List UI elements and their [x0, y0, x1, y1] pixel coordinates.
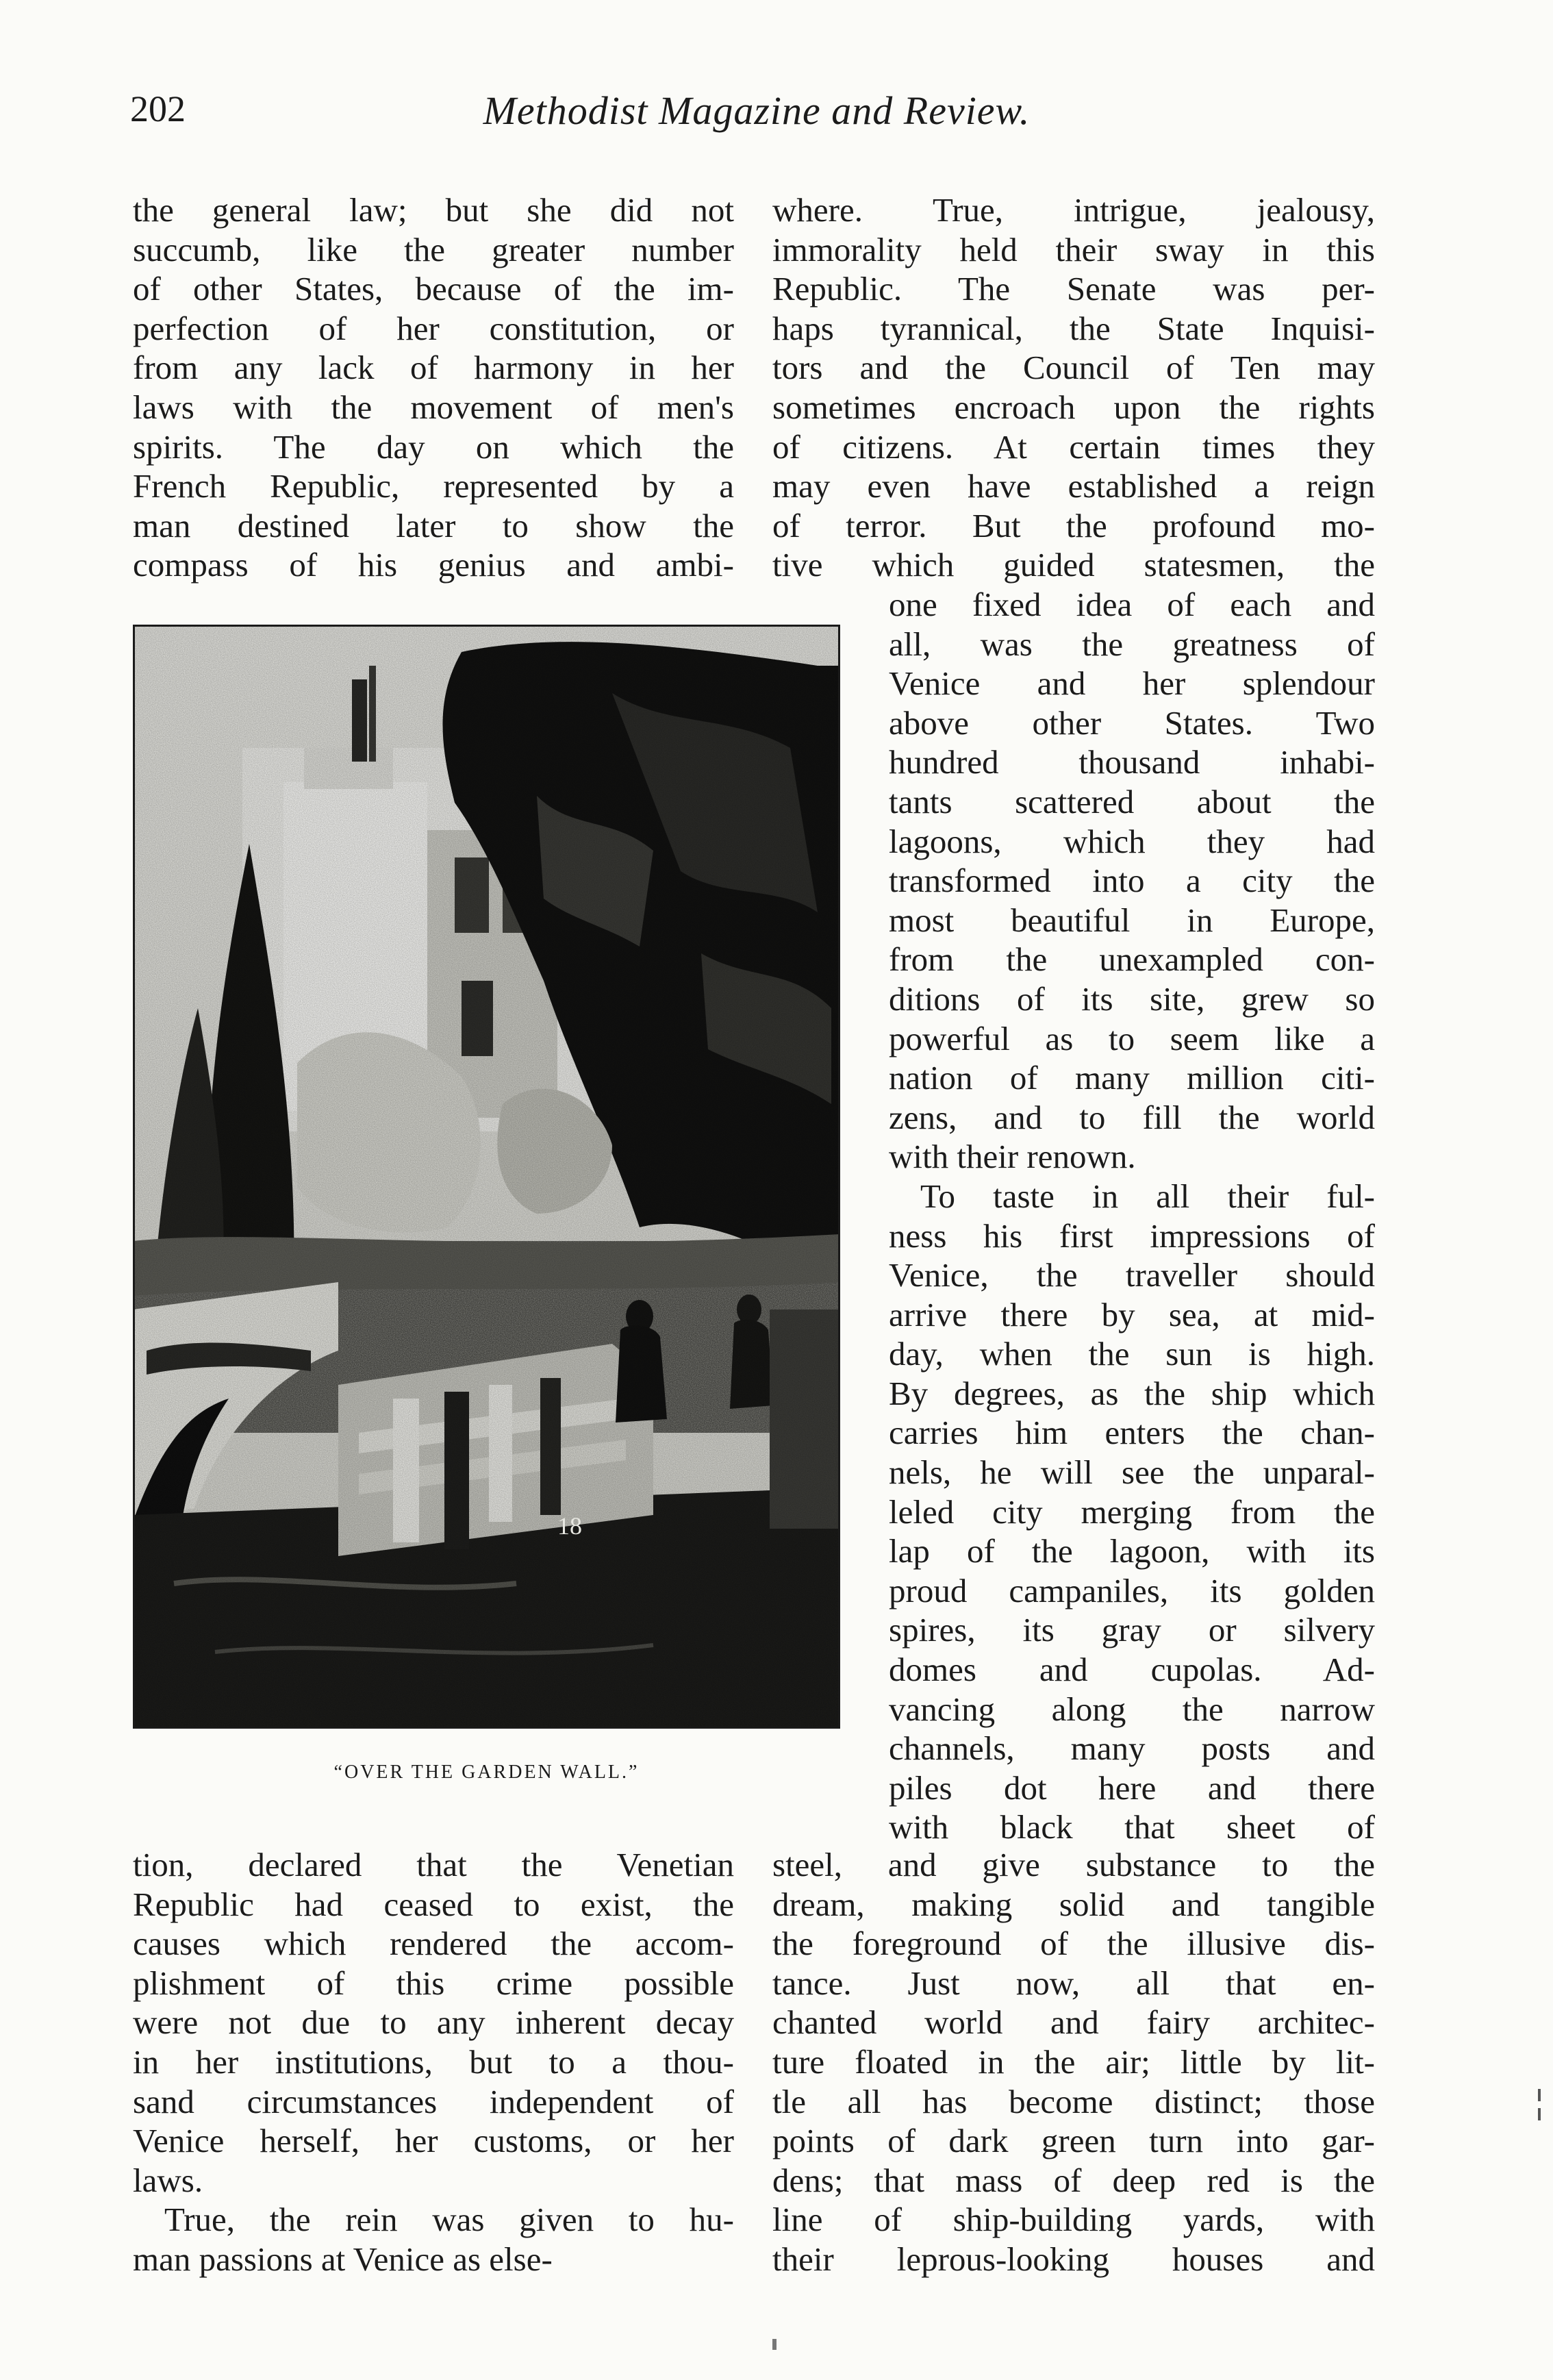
text-line: line of ship-building yards, with — [772, 2201, 1375, 2239]
text-line: with their renown. — [889, 1138, 1136, 1176]
text-line: ditions of its site, grew so — [889, 979, 1375, 1018]
text-line: one fixed idea of each and — [889, 586, 1375, 623]
text-line: lagoons, which they had — [889, 822, 1375, 860]
text-line: French Republic, represented by a — [133, 467, 734, 505]
text-line: tance. Just now, all that en- — [772, 1964, 1375, 2002]
text-line: man destined later to show the — [133, 506, 734, 544]
page-number: 202 — [130, 88, 186, 129]
margin-marks — [1538, 2089, 1541, 2130]
text-line: chanted world and fairy architec- — [772, 2003, 1375, 2042]
text-line: causes which rendered the accom- — [133, 1925, 734, 1963]
text-line: nation of many million citi- — [889, 1059, 1375, 1097]
text-line: spirits. The day on which the — [133, 427, 734, 466]
text-line: succumb, like the greater number — [133, 230, 734, 268]
text-line: lap of the lagoon, with its — [889, 1532, 1375, 1570]
text-line: proud campaniles, its golden — [889, 1571, 1375, 1609]
text-line: piles dot here and there — [889, 1768, 1375, 1807]
left-column-bottom — [133, 1845, 734, 2279]
text-line: By degrees, as the ship which — [889, 1374, 1375, 1412]
text-line: vancing along the narrow — [889, 1690, 1375, 1728]
text-line: steel, and give substance to the — [772, 1846, 1375, 1883]
text-line: from the unexampled con- — [889, 940, 1375, 979]
garden-wall-photo — [133, 625, 840, 1729]
text-line: tive which guided statesmen, the — [772, 546, 1375, 584]
text-line: where. True, intrigue, jealousy, — [772, 191, 1375, 229]
text-line: sometimes encroach upon the rights — [772, 388, 1375, 426]
text-line: may even have established a reign — [772, 467, 1375, 505]
text-line: day, when the sun is high. — [889, 1335, 1375, 1373]
text-line: Venice herself, her customs, or her — [133, 2122, 734, 2160]
text-line: To taste in all their ful- — [920, 1177, 1375, 1215]
text-line: laws. — [133, 2161, 203, 2199]
text-line: of terror. But the profound mo- — [772, 506, 1375, 544]
right-column-bottom — [772, 1845, 1375, 2279]
text-line: carries him enters the chan- — [889, 1414, 1375, 1452]
text-line: immorality held their sway in this — [772, 230, 1375, 268]
text-line: domes and cupolas. Ad- — [889, 1651, 1375, 1689]
text-line: from any lack of harmony in her — [133, 349, 734, 387]
text-line: True, the rein was given to hu- — [164, 2201, 734, 2239]
text-line: with black that sheet of — [889, 1808, 1375, 1846]
text-line: Republic. The Senate was per- — [772, 270, 1375, 308]
text-line: Venice and her splendour — [889, 664, 1375, 703]
text-line: of other States, because of the im- — [133, 270, 734, 308]
text-line: compass of his genius and ambi- — [133, 546, 734, 584]
text-line: haps tyrannical, the State Inquisi- — [772, 309, 1375, 347]
text-line: channels, many posts and — [889, 1729, 1375, 1768]
text-line: ness his first impressions of — [889, 1216, 1375, 1255]
text-line: nels, he will see the unparal- — [889, 1453, 1375, 1492]
page-footer-mark — [772, 2339, 776, 2350]
text-line: arrive there by sea, at mid- — [889, 1295, 1375, 1333]
page-header — [130, 88, 1383, 142]
figure — [133, 625, 840, 1729]
right-column-narrow — [889, 585, 1375, 1847]
text-line: perfection of her constitution, or — [133, 309, 734, 347]
text-line: in her institutions, but to a thou- — [133, 2042, 734, 2081]
right-column-top — [772, 190, 1375, 585]
photo-number: 18 — [557, 1512, 582, 1540]
text-line: man passions at Venice as else- — [133, 2240, 553, 2278]
text-line: zens, and to fill the world — [889, 1098, 1375, 1136]
text-line: were not due to any inherent decay — [133, 2003, 734, 2042]
text-line: hundred thousand inhabi- — [889, 743, 1375, 781]
running-title: Methodist Magazine and Review. — [483, 88, 1031, 133]
text-line: powerful as to seem like a — [889, 1019, 1375, 1057]
text-line: of citizens. At certain times they — [772, 427, 1375, 466]
text-line: dens; that mass of deep red is the — [772, 2161, 1375, 2199]
text-line: spires, its gray or silvery — [889, 1611, 1375, 1649]
text-line: tors and the Council of Ten may — [772, 349, 1375, 387]
text-line: their leprous-looking houses and — [772, 2240, 1375, 2278]
text-line: laws with the movement of men's — [133, 388, 734, 426]
text-line: transformed into a city the — [889, 862, 1375, 900]
text-line: ture floated in the air; little by lit- — [772, 2042, 1375, 2081]
text-line: above other States. Two — [889, 703, 1375, 742]
text-line: most beautiful in Europe, — [889, 901, 1375, 939]
text-line: Venice, the traveller should — [889, 1256, 1375, 1294]
text-line: leled city merging from the — [889, 1492, 1375, 1531]
text-line: the foreground of the illusive dis- — [772, 1925, 1375, 1963]
text-line: tion, declared that the Venetian — [133, 1846, 734, 1883]
figure-caption: “OVER THE GARDEN WALL.” — [333, 1762, 640, 1783]
left-column-top — [133, 190, 734, 585]
text-line: plishment of this crime possible — [133, 1964, 734, 2002]
text-line: all, was the greatness of — [889, 625, 1375, 663]
text-line: Republic had ceased to exist, the — [133, 1885, 734, 1923]
text-line: dream, making solid and tangible — [772, 1885, 1375, 1923]
text-line: the general law; but she did not — [133, 191, 734, 229]
text-line: points of dark green turn into gar- — [772, 2122, 1375, 2160]
text-line: tle all has become distinct; those — [772, 2082, 1375, 2120]
text-line: tants scattered about the — [889, 782, 1375, 821]
text-line: sand circumstances independent of — [133, 2082, 734, 2120]
